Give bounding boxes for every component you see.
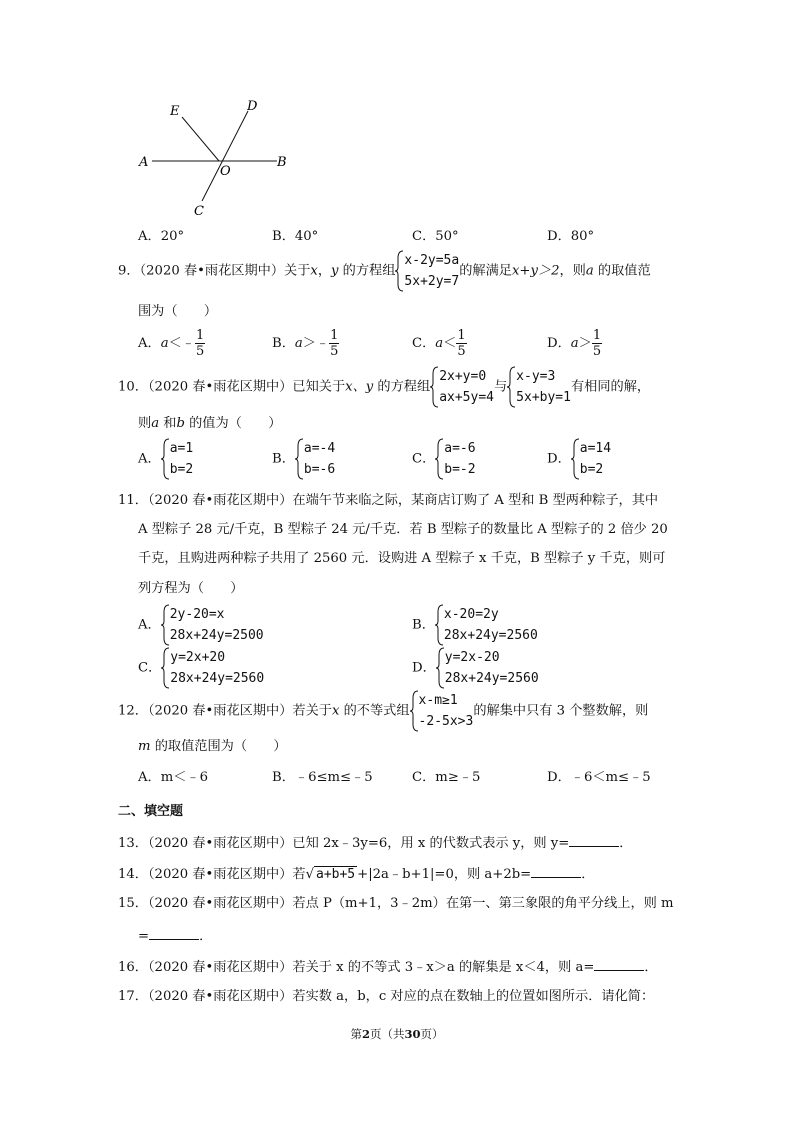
q15-answer-blank[interactable] <box>149 926 199 940</box>
q11-option-c-system: y=2x+20 28x+24y=2560 <box>161 647 264 689</box>
q13-text: 13．（2020 春•雨花区期中）已知 2x﹣3y=6，用 x 的代数式表示 y，则 y= <box>118 836 570 851</box>
angle-figure <box>130 95 300 220</box>
q11-option-d-label: D． <box>412 660 436 676</box>
q9-cond: x+y＞2 <box>511 263 560 279</box>
q9-option-b-fraction: $\frac{1}{5}$ <box>330 328 339 359</box>
label-c: C <box>194 204 204 219</box>
q11-option-d[interactable] <box>412 647 539 689</box>
q11-line3: 千克，且购进两种粽子共用了 2560 元．设购进 A 型粽子 x 千克，B 型粽子 y 千克，则可 <box>138 551 666 566</box>
q12-option-b[interactable]: B．﹣6≤m≤﹣5 <box>272 770 373 785</box>
q11-option-b-system: x-20=2y 28x+24y=2560 <box>435 604 538 646</box>
q14-radicand: a+b+5 <box>316 867 356 882</box>
q12-system <box>410 690 474 732</box>
q9-var-x: x <box>310 263 318 279</box>
q12-var-x: x <box>331 703 340 719</box>
q11-option-b[interactable] <box>412 604 538 646</box>
label-a: A <box>139 155 149 170</box>
q10-option-b[interactable] <box>272 438 335 480</box>
q9-option-a-var: a <box>160 336 169 351</box>
q14: 14．（2020 春•雨花区期中）若√ a+b+5 +|2a﹣b+1|=0，则 a+2b= ． <box>118 864 594 884</box>
q9-option-a-rel: ＜﹣ <box>168 336 195 351</box>
q9-option-a-fraction: $\frac{1}{5}$ <box>195 328 205 359</box>
q9-option-c-var: a <box>435 336 444 351</box>
q8-option-a[interactable]: A．20° <box>138 229 185 244</box>
q10-system-1 <box>430 366 494 408</box>
q11-option-d-system: y=2x-20 28x+24y=2560 <box>436 647 539 689</box>
q14-pre: 14．（2020 春•雨花区期中）若 <box>118 867 306 882</box>
q12-prefix: 12．（2020 春•雨花区期中）若关于 <box>118 703 332 719</box>
q9-option-c[interactable] <box>412 328 467 359</box>
q12-ineq2: -2-5x>3 <box>418 714 474 729</box>
q11-option-c[interactable] <box>138 647 264 689</box>
q9-option-b-label: B． <box>272 336 295 351</box>
label-o: O <box>220 164 231 179</box>
q8-option-d[interactable]: D．80° <box>547 229 595 244</box>
q11-option-a-system: 2y-20=x 28x+24y=2500 <box>161 604 264 646</box>
q9-system <box>395 250 459 292</box>
q12-option-a[interactable]: A．m＜﹣6 <box>138 770 208 785</box>
q9-option-c-fraction: $\frac{1}{5}$ <box>457 328 466 359</box>
q11-option-b-label: B． <box>412 617 435 633</box>
label-d: D <box>247 99 258 114</box>
q10-option-a[interactable] <box>138 438 193 480</box>
q10-mid: 的方程组 <box>373 379 431 395</box>
q12-stem <box>118 690 648 732</box>
q10-option-d[interactable] <box>547 438 611 480</box>
q10-with: 与 <box>493 379 508 395</box>
q10-line2: 则a 和b 的值为（ ） <box>138 416 282 431</box>
q10-option-a-label: A． <box>138 451 161 467</box>
q9-option-d-rel: ＞ <box>578 336 592 351</box>
section-heading: 二、填空题 <box>118 804 184 819</box>
q14-answer-blank[interactable] <box>531 864 581 878</box>
q9-option-a[interactable] <box>138 328 205 359</box>
q12-option-d[interactable]: D．﹣6＜m≤﹣5 <box>547 770 651 785</box>
label-e: E <box>170 104 180 119</box>
sqrt-icon: √ <box>305 867 314 882</box>
q13: 13．（2020 春•雨花区期中）已知 2x﹣3y=6，用 x 的代数式表示 y，则 y= ． <box>118 833 632 853</box>
q13-answer-blank[interactable] <box>569 833 619 847</box>
q10-prefix: 10．（2020 春•雨花区期中）已知关于 <box>118 379 346 395</box>
q11-option-a[interactable] <box>138 604 264 646</box>
q11-option-a-label: A． <box>138 617 161 633</box>
q9-option-d[interactable] <box>547 328 602 359</box>
q11-line2: A 型粽子 28 元/千克，B 型粽子 24 元/千克．若 B 型粽子的数量比 A 型粽子的 2 倍少 20 <box>138 522 668 537</box>
q9-line2: 围为（ ） <box>138 304 218 319</box>
q16-text: 16．（2020 春•雨花区期中）若关于 x 的不等式 3﹣x＞a 的解集是 x＜4，则 a= <box>118 960 595 975</box>
q16: 16．（2020 春•雨花区期中）若关于 x 的不等式 3﹣x＞a 的解集是 x＜4，则 a= ． <box>118 957 658 977</box>
q10-option-b-system: a=-4 b=-6 <box>295 438 335 480</box>
q9-eq2: 5x+2y=7 <box>404 274 460 289</box>
q9-var-y: y <box>331 263 339 279</box>
q9-comma: ， <box>317 263 332 279</box>
q10-s1-eq2: ax+5y=4 <box>439 390 494 405</box>
q8-option-b[interactable]: B．40° <box>272 229 319 244</box>
q9-option-c-rel: ＜ <box>443 336 457 351</box>
page-footer: 第2页（共30页） <box>350 1027 444 1041</box>
q9-option-c-label: C． <box>412 336 436 351</box>
q10-s2-eq2: 5x+by=1 <box>516 390 571 405</box>
page-total: 30 <box>404 1027 421 1041</box>
q9-tail: ，则 <box>559 263 586 279</box>
q9-option-d-var: a <box>570 336 579 351</box>
q9-prefix: 9．（2020 春•雨花区期中）关于 <box>118 263 311 279</box>
q10-s1-eq1: 2x+y=0 <box>439 369 487 384</box>
line-cd <box>202 111 248 201</box>
q11-line1: 11．（2020 春•雨花区期中）在端午节来临之际，某商店订购了 A 型和 B 型两种粽子，其中 <box>118 493 659 508</box>
ray-oe <box>182 117 219 161</box>
q15-line2: = ． <box>138 926 212 946</box>
q9-option-b-rel: ＞﹣ <box>302 336 330 351</box>
q10-option-c-label: C． <box>412 451 436 467</box>
q9-option-a-label: A． <box>138 336 161 351</box>
label-b: B <box>277 155 287 170</box>
q15-line1: 15．（2020 春•雨花区期中）若点 P（m+1，3﹣2m）在第一、第三象限的角平分线上，则 m <box>118 896 674 911</box>
q12-line2: m 的取值范围为（ ） <box>138 739 287 754</box>
q12-mid: 的不等式组 <box>339 703 410 719</box>
q12-tail: 的解集中只有 3 个整数解，则 <box>473 703 649 719</box>
q8-option-c[interactable]: C．50° <box>412 229 459 244</box>
q10-option-b-label: B． <box>272 451 295 467</box>
q10-option-c[interactable] <box>412 438 476 480</box>
q10-option-d-label: D． <box>547 451 571 467</box>
q14-mid: +|2a﹣b+1|=0，则 a+2b= <box>357 867 532 882</box>
q9-option-b[interactable] <box>272 328 339 359</box>
q12-option-c[interactable]: C．m≥﹣5 <box>412 770 481 785</box>
q16-answer-blank[interactable] <box>594 957 644 971</box>
q10-option-d-system: a=14 b=2 <box>571 438 611 480</box>
q10-stem <box>118 366 650 408</box>
q10-option-c-system: a=-6 b=-2 <box>435 438 475 480</box>
page-number: 2 <box>361 1027 370 1041</box>
q10-system-2 <box>507 366 571 408</box>
q11-line4: 列方程为（ ） <box>138 581 244 596</box>
q17: 17．（2020 春•雨花区期中）若实数 a，b，c 对应的点在数轴上的位置如图所示．请化简： <box>118 989 655 1004</box>
q10-option-a-system: a=1 b=2 <box>161 438 193 480</box>
q9-after: 的解满足 <box>459 263 512 279</box>
q9-eq1: x-2y=5a <box>404 253 460 268</box>
q10-s2-eq1: x-y=3 <box>516 369 556 384</box>
q9-stem <box>118 250 651 292</box>
q9-tail2: 的取值范 <box>593 263 651 279</box>
q9-option-d-fraction: $\frac{1}{5}$ <box>592 328 602 359</box>
q9-option-d-label: D． <box>547 336 571 351</box>
q9-option-b-var: a <box>294 336 303 351</box>
q9-var-a: a <box>585 263 594 279</box>
q10-vars: x、y <box>345 379 374 395</box>
q9-mid: 的方程组 <box>338 263 396 279</box>
q10-tail: 有相同的解， <box>570 379 651 395</box>
q11-option-c-label: C． <box>138 660 162 676</box>
q12-ineq1: x-m≥1 <box>418 693 458 708</box>
